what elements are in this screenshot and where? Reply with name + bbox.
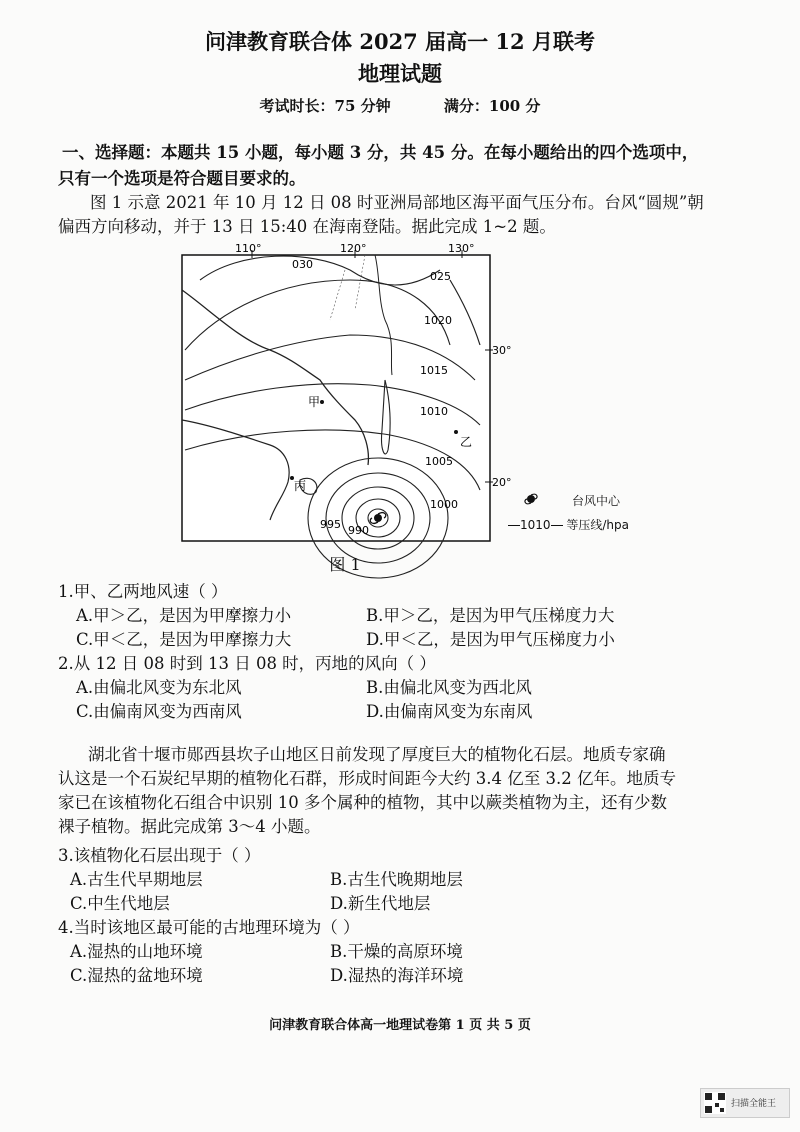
q2-option-c[interactable]: C.由偏南风变为西南风	[76, 702, 242, 721]
lon-label: 110°	[235, 242, 262, 255]
legend-isobar-text: 等压线/hpa	[566, 518, 629, 532]
legend-isobar-value: 1010	[520, 518, 551, 532]
subject-title: 地理试题	[358, 61, 442, 86]
exam-meta	[0, 95, 800, 116]
q1-option-d[interactable]: D.甲＜乙，是因为甲气压梯度力小	[366, 630, 615, 649]
isobar-label: 995	[320, 518, 341, 531]
lat-label: 20°	[492, 476, 512, 489]
q1-stem: 1.甲、乙两地风速（ ）	[58, 582, 228, 601]
isobar-label: 1015	[420, 364, 448, 377]
isobar-label: 025	[430, 270, 451, 283]
intro-line2: 偏西方向移动，并于 13 日 15:40 在海南登陆。据此完成 1~2 题。	[58, 217, 556, 236]
isobar-label: 1005	[425, 455, 453, 468]
isobar-label: 030	[292, 258, 313, 271]
q3-option-a[interactable]: A.古生代早期地层	[70, 870, 203, 889]
place-yi: 乙	[460, 435, 473, 449]
figure-caption: 图 1	[329, 555, 361, 574]
pressure-map	[180, 242, 512, 545]
page-footer: 问津教育联合体高一地理试卷第 1 页 共 5 页	[269, 1018, 531, 1033]
q2-option-a[interactable]: A.由偏北风变为东北风	[76, 678, 242, 697]
legend-isobar	[508, 516, 629, 533]
passage-line4: 裸子植物。据此完成第 3～4 小题。	[58, 817, 321, 836]
q4-option-a[interactable]: A.湿热的山地环境	[70, 942, 203, 961]
q3-option-c[interactable]: C.中生代地层	[70, 894, 170, 913]
section-heading-line1: 一、选择题：本题共 15 小题，每小题 3 分，共 45 分。在每小题给出的四个选项中，	[62, 143, 699, 162]
legend-typhoon-icon	[524, 492, 544, 506]
lat-label: 30°	[492, 344, 512, 357]
place-bing: 丙	[294, 479, 307, 493]
qr-code-icon	[704, 1092, 726, 1114]
q4-option-b[interactable]: B.干燥的高原环境	[330, 942, 463, 961]
lon-label: 130°	[448, 242, 475, 255]
q2-stem: 2.从 12 日 08 时到 13 日 08 时，丙地的风向（ ）	[58, 654, 436, 673]
scanner-watermark-text: 扫描全能王	[731, 1099, 777, 1109]
q1-option-c[interactable]: C.甲＜乙，是因为甲摩擦力大	[76, 630, 292, 649]
lon-label: 120°	[340, 242, 367, 255]
exam-title: 问津教育联合体 2027 届高一 12 月联考	[205, 29, 595, 54]
q2-option-b[interactable]: B.由偏北风变为西北风	[366, 678, 532, 697]
q4-option-c[interactable]: C.湿热的盆地环境	[70, 966, 203, 985]
passage-line3: 家已在该植物化石组合中识别 10 多个属种的植物，其中以蕨类植物为主，还有少数	[58, 793, 667, 812]
q3-option-d[interactable]: D.新生代地层	[330, 894, 431, 913]
isobar-label: 990	[348, 524, 369, 537]
isobar-label: 1010	[420, 405, 448, 418]
passage-line1: 湖北省十堰市郧西县坎子山地区日前发现了厚度巨大的植物化石层。地质专家确	[88, 745, 666, 764]
score-text: 满分：100 分	[443, 97, 541, 115]
q4-option-d[interactable]: D.湿热的海洋环境	[330, 966, 464, 985]
q3-stem: 3.该植物化石层出现于（ ）	[58, 846, 261, 865]
duration-text: 考试时长：75 分钟	[259, 97, 391, 115]
q3-option-b[interactable]: B.古生代晚期地层	[330, 870, 463, 889]
section-heading-line2: 只有一个选项是符合题目要求的。	[58, 169, 306, 188]
isobar-label: 1020	[424, 314, 452, 327]
intro-line1: 图 1 示意 2021 年 10 月 12 日 08 时亚洲局部地区海平面气压分布。台风“圆规”朝	[90, 193, 704, 212]
q4-stem: 4.当时该地区最可能的古地理环境为（ ）	[58, 918, 360, 937]
place-jia: 甲	[308, 395, 321, 409]
passage-line2: 认这是一个石炭纪早期的植物化石群，形成时间距今大约 3.4 亿至 3.2 亿年。地质专	[58, 769, 676, 788]
q2-option-d[interactable]: D.由偏南风变为东南风	[366, 702, 533, 721]
legend-typhoon-label: 台风中心	[572, 494, 621, 508]
scanner-watermark	[700, 1088, 790, 1118]
isobar-label: 1000	[430, 498, 458, 511]
q1-option-b[interactable]: B.甲＞乙，是因为甲气压梯度力大	[366, 606, 615, 625]
q1-option-a[interactable]: A.甲＞乙，是因为甲摩擦力小	[76, 606, 292, 625]
